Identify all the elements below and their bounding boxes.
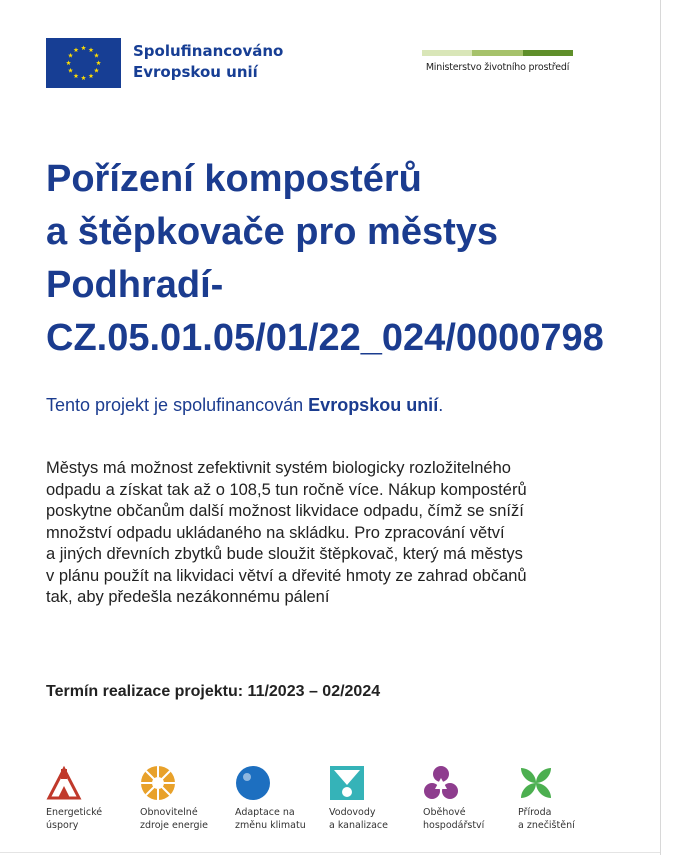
- page-bottom-edge: [0, 852, 660, 853]
- page-right-edge: [660, 0, 661, 855]
- climate-adaptation-icon: [235, 765, 271, 801]
- ministry-color-bars: [422, 50, 573, 56]
- eu-star-icon: [81, 45, 86, 50]
- subtitle-prefix: Tento projekt je spolufinancován: [46, 395, 309, 415]
- eu-star-icon: [66, 60, 71, 65]
- description-line: v plánu použít na likvidaci větví a dřevité hmoty ze zahrad občanů: [46, 566, 527, 585]
- subtitle-suffix: .: [438, 395, 444, 415]
- ministry-name: Ministerstvo životního prostředí: [425, 62, 570, 73]
- icon-label-line2: úspory: [46, 819, 79, 831]
- icon-label-line1: Obnovitelné: [140, 807, 198, 818]
- ministry-bar-mid: [472, 50, 523, 56]
- ministry-bar-light: [422, 50, 472, 56]
- program-item-nature-pollution: [518, 765, 608, 832]
- eu-star-icon: [94, 68, 99, 73]
- icon-label-line2: a kanalizace: [329, 819, 388, 831]
- ministry-bar-dark: [523, 50, 573, 56]
- nature-cleaning-icon: [518, 765, 554, 801]
- subtitle-bold: Evropskou unií: [308, 395, 439, 415]
- program-icons-row: [46, 765, 606, 835]
- title-line-2: a štěpkovače pro městys: [46, 211, 499, 253]
- eu-star-icon: [68, 53, 73, 58]
- renewable-energy-icon: [140, 765, 176, 801]
- program-item-climate-adaptation: [235, 765, 325, 832]
- energy-savings-icon: [46, 765, 82, 801]
- eu-star-icon: [74, 73, 79, 78]
- water-sewage-icon: [329, 765, 365, 801]
- icon-label-line1: Adaptace na: [235, 807, 295, 818]
- icon-label-line2: a znečištění: [518, 819, 575, 831]
- icon-label-line2: hospodářství: [423, 819, 485, 831]
- program-item-water-sewage: [329, 765, 419, 832]
- eu-star-icon: [89, 73, 94, 78]
- description-line: a jiných dřevních zbytků bude sloužit štěpkovač, který má městys: [46, 545, 523, 563]
- eu-flag-icon: [46, 38, 121, 88]
- icon-label-line1: Příroda: [518, 807, 552, 818]
- icon-label-line1: Vodovody: [329, 807, 376, 818]
- title-line-1: Pořízení kompostérů: [46, 158, 422, 200]
- program-item-energy-savings: [46, 765, 136, 832]
- title-line-3: Podhradí-: [46, 264, 224, 306]
- eu-star-icon: [89, 47, 94, 52]
- icon-label-line2: zdroje energie: [140, 819, 208, 831]
- eu-label-line2: Evropskou unií: [133, 63, 258, 81]
- description-line: poskytne občanům další možnost likvidace odpadu, čímž se sníží: [46, 502, 524, 520]
- program-item-renewable-energy: [140, 765, 230, 832]
- project-description: [46, 458, 527, 609]
- project-term: Termín realizace projektu: 11/2023 – 02/2024: [46, 683, 381, 700]
- eu-cofinanced-label: [133, 41, 283, 83]
- icon-label-line1: Oběhové: [423, 807, 466, 818]
- eu-star-icon: [68, 68, 73, 73]
- icon-label-line1: Energetické: [46, 807, 103, 818]
- eu-label-line1: Spolufinancováno: [133, 42, 284, 60]
- circular-economy-icon: [423, 765, 459, 801]
- program-item-circular-economy: [423, 765, 513, 832]
- eu-star-icon: [81, 75, 86, 80]
- cofinancing-statement: [46, 394, 443, 416]
- eu-star-icon: [96, 60, 101, 65]
- description-line: Městys má možnost zefektivnit systém biologicky rozložitelného: [46, 459, 511, 477]
- description-line: odpadu a získat tak až o 108,5 tun ročně více. Nákup kompostérů: [46, 480, 527, 499]
- eu-star-icon: [94, 53, 99, 58]
- description-line: tak, aby předešla nezákonnému pálení: [46, 588, 330, 606]
- description-line: množství odpadu ukládaného na skládku. Pro zpracování větví: [46, 523, 505, 542]
- title-line-4: CZ.05.01.05/01/22_024/0000798: [46, 317, 604, 359]
- eu-star-icon: [74, 47, 79, 52]
- icon-label-line2: změnu klimatu: [235, 819, 306, 831]
- project-title: [46, 153, 604, 365]
